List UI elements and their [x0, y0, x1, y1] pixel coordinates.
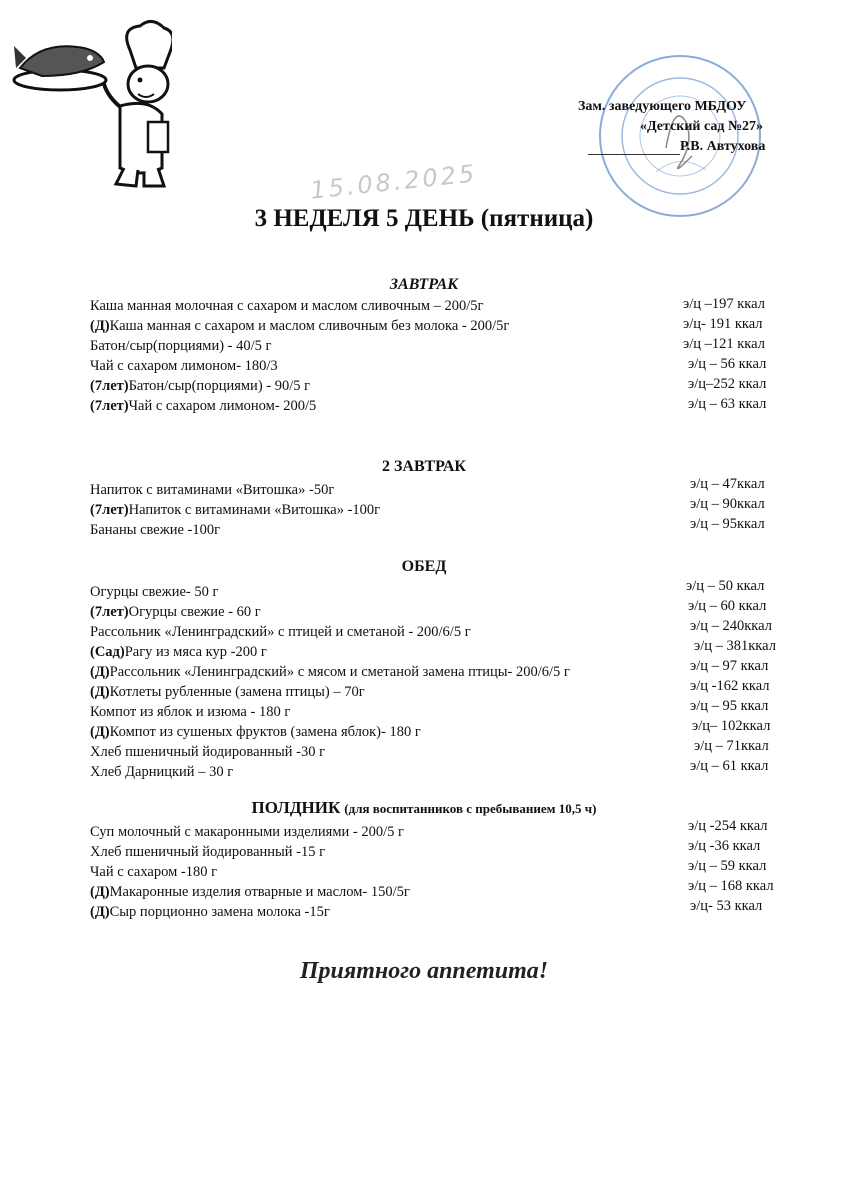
approval-institution: «Детский сад №27» [640, 119, 764, 134]
menu-item: Батон/сыр(порциями) - 40/5 г [90, 338, 272, 354]
section-heading-note: (для воспитанников с пребыванием 10,5 ч) [344, 801, 597, 816]
approval-name: Р.В. Автухова [680, 139, 766, 154]
menu-item: (7лет)Чай с сахаром лимоном- 200/5 [90, 398, 317, 414]
menu-item-kcal: э/ц – 95 ккал [690, 698, 769, 714]
menu-item: Суп молочный с макаронными изделиями - 200/5 г [90, 824, 404, 840]
menu-item-kcal: э/ц – 59 ккал [688, 858, 767, 874]
menu-item: (Д)Котлеты рубленные (замена птицы) – 70г [90, 684, 365, 700]
chef-illustration [12, 18, 172, 188]
section-heading-lunch: ОБЕД [401, 558, 447, 575]
menu-item-kcal: э/ц -162 ккал [690, 678, 770, 694]
signature-line [588, 154, 680, 155]
approval-position: Зам. заведующего МБДОУ [578, 99, 747, 114]
handwritten-date: 15.08.2025 [308, 159, 479, 205]
menu-item-kcal: э/ц – 56 ккал [688, 356, 767, 372]
menu-item-kcal: э/ц – 47ккал [690, 476, 765, 492]
menu-item: Компот из яблок и изюма - 180 г [90, 704, 291, 720]
menu-item: Рассольник «Ленинградский» с птицей и сметаной - 200/6/5 г [90, 624, 471, 640]
menu-item-kcal: э/ц – 97 ккал [690, 658, 769, 674]
section-heading-breakfast: ЗАВТРАК [389, 276, 459, 293]
menu-item: Хлеб пшеничный йодированный -15 г [90, 844, 326, 860]
menu-item: Чай с сахаром -180 г [90, 864, 218, 880]
menu-item-kcal: э/ц- 191 ккал [683, 316, 763, 332]
menu-item: Хлеб пшеничный йодированный -30 г [90, 744, 326, 760]
menu-item-kcal: э/ц- 53 ккал [690, 898, 763, 914]
menu-item: Каша манная молочная с сахаром и маслом сливочным – 200/5г [90, 298, 484, 314]
menu-item-kcal: э/ц –121 ккал [683, 336, 765, 352]
menu-item: (Д)Рассольник «Ленинградский» с мясом и сметаной замена птицы- 200/6/5 г [90, 664, 570, 680]
menu-item-kcal: э/ц -254 ккал [688, 818, 768, 834]
menu-item: Чай с сахаром лимоном- 180/3 [90, 358, 278, 374]
menu-item: (Д)Сыр порционно замена молока -15г [90, 904, 330, 920]
menu-item-kcal: э/ц – 168 ккал [688, 878, 774, 894]
menu-item-kcal: э/ц –197 ккал [683, 296, 765, 312]
menu-item-kcal: э/ц – 63 ккал [688, 396, 767, 412]
menu-item-kcal: э/ц – 71ккал [694, 738, 769, 754]
menu-item-kcal: э/ц -36 ккал [688, 838, 761, 854]
page-title: 3 НЕДЕЛЯ 5 ДЕНЬ (пятница) [254, 205, 594, 232]
menu-item-kcal: э/ц – 90ккал [690, 496, 765, 512]
menu-item: (Д)Каша манная с сахаром и маслом сливочным без молока - 200/5г [90, 318, 510, 334]
menu-item: Бананы свежие -100г [90, 522, 221, 538]
menu-item-kcal: э/ц– 102ккал [692, 718, 771, 734]
menu-item: (7лет)Напиток с витаминами «Витошка» -100г [90, 502, 381, 518]
section-heading-second-breakfast: 2 ЗАВТРАК [381, 458, 466, 475]
menu-item: Хлеб Дарницкий – 30 г [90, 764, 234, 780]
menu-item: Огурцы свежие- 50 г [90, 584, 219, 600]
menu-item-kcal: э/ц – 61 ккал [690, 758, 769, 774]
menu-item: Напиток с витаминами «Витошка» -50г [90, 482, 335, 498]
menu-item: (Д)Макаронные изделия отварные и маслом- 150/5г [90, 884, 410, 900]
menu-item-kcal: э/ц – 381ккал [694, 638, 776, 654]
menu-item-kcal: э/ц – 95ккал [690, 516, 765, 532]
menu-item: (Сад)Рагу из мяса кур -200 г [90, 644, 267, 660]
menu-item: (7лет)Батон/сыр(порциями) - 90/5 г [90, 378, 311, 394]
menu-item: (7лет)Огурцы свежие - 60 г [90, 604, 261, 620]
menu-item-kcal: э/ц–252 ккал [688, 376, 767, 392]
menu-item-kcal: э/ц – 240ккал [690, 618, 772, 634]
closing-text: Приятного аппетита! [299, 958, 549, 984]
menu-item-kcal: э/ц – 60 ккал [688, 598, 767, 614]
menu-item-kcal: э/ц – 50 ккал [686, 578, 765, 594]
section-heading-afternoon-snack: ПОЛДНИК (для воспитанников с пребыванием 10,5 ч) [251, 798, 597, 817]
menu-item: (Д)Компот из сушеных фруктов (замена яблок)- 180 г [90, 724, 421, 740]
